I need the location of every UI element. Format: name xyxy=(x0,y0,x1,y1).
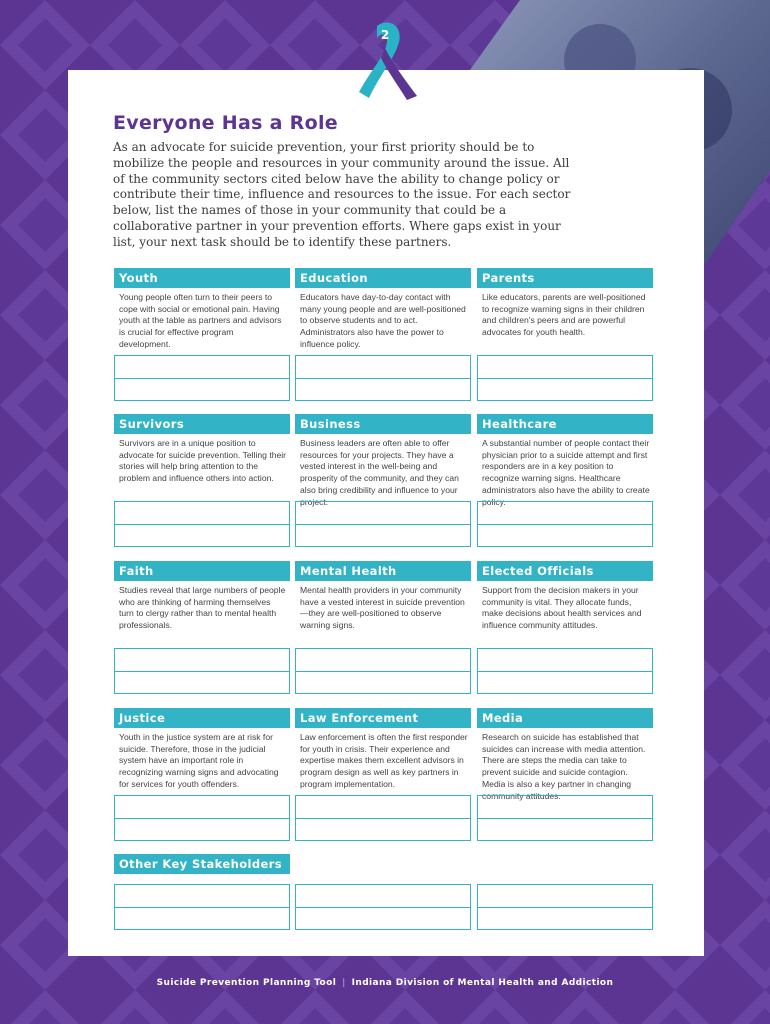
section-title: Elected Officials xyxy=(477,561,653,581)
section-title: Survivors xyxy=(114,414,290,434)
section-description: Youth in the justice system are at risk for suicide. Therefore, those in the judicial system have an important role in recognizing warning signs and advocating for services for youth offenders. xyxy=(119,732,279,789)
section-parents xyxy=(477,268,653,339)
partner-field[interactable] xyxy=(115,796,289,819)
partner-entry-fields-survivors[interactable] xyxy=(114,501,290,547)
partner-entry-fields-media[interactable] xyxy=(477,795,653,841)
partner-entry-fields-business[interactable] xyxy=(295,501,471,547)
partner-field[interactable] xyxy=(296,356,470,379)
partner-field[interactable] xyxy=(478,356,652,379)
partner-field[interactable] xyxy=(115,502,289,525)
section-description: Research on suicide has established that suicides can increase with media attention. There are steps the media can take to prevent suicide and suicide contagion. Media is also a key partner in changing community attitudes. xyxy=(482,732,646,801)
section-description: Like educators, parents are well-positioned to recognize warning signs in their children and children's peers and are powerful advocates for youth health. xyxy=(482,292,646,338)
partner-entry-fields-youth[interactable] xyxy=(114,355,290,401)
section-business xyxy=(295,414,471,508)
section-healthcare xyxy=(477,414,653,508)
section-description: Educators have day-to-day contact with many young people and are well-positioned to observe students and to act. Administrators also have the power to influence policy. xyxy=(300,292,466,349)
page-number: 2 xyxy=(380,28,390,42)
page-footer xyxy=(0,978,770,988)
section-title: Youth xyxy=(114,268,290,288)
footer-separator: | xyxy=(342,978,346,988)
section-description: Survivors are in a unique position to advocate for suicide prevention. Telling their stories will help bring attention to the problem and influence others into action. xyxy=(119,438,287,484)
section-title: Other Key Stakeholders xyxy=(114,854,290,874)
section-description: A substantial number of people contact their physician prior to a suicide attempt and first responders are in a key position to recognize warning signs. Healthcare administrators also have the ability to create policy. xyxy=(482,438,650,507)
section-description: Young people often turn to their peers to cope with social or emotional pain. Having youth at the table as partners and advisors is crucial for effective program development. xyxy=(119,292,282,349)
section-title: Business xyxy=(295,414,471,434)
partner-entry-fields-other-2[interactable] xyxy=(295,884,471,930)
partner-field[interactable] xyxy=(115,649,289,672)
partner-entry-fields-parents[interactable] xyxy=(477,355,653,401)
partner-field[interactable] xyxy=(478,649,652,672)
section-faith xyxy=(114,561,290,632)
partner-field[interactable] xyxy=(115,356,289,379)
partner-entry-fields-healthcare[interactable] xyxy=(477,501,653,547)
section-survivors xyxy=(114,414,290,485)
section-description: Studies reveal that large numbers of people who are thinking of harming themselves turn to clergy rather than to mental health professionals. xyxy=(119,585,286,631)
section-title: Media xyxy=(477,708,653,728)
partner-entry-fields-elected-officials[interactable] xyxy=(477,648,653,694)
partner-entry-fields-law-enforcement[interactable] xyxy=(295,795,471,841)
section-law-enforcement xyxy=(295,708,471,791)
section-description: Law enforcement is often the first responder for youth in crisis. Their experience and expertise makes them excellent advisors in program design as well as key partners in program implementation. xyxy=(300,732,468,789)
section-other-key-stakeholders xyxy=(114,854,290,874)
section-media xyxy=(477,708,653,802)
footer-publication: Suicide Prevention Planning Tool xyxy=(156,978,337,988)
partner-field[interactable] xyxy=(478,885,652,908)
partner-entry-fields-faith[interactable] xyxy=(114,648,290,694)
partner-field[interactable] xyxy=(296,885,470,908)
section-title: Healthcare xyxy=(477,414,653,434)
section-description: Mental health providers in your community have a vested interest in suicide prevention—they are well-positioned to observe warning signs. xyxy=(300,585,465,631)
partner-entry-fields-other-3[interactable] xyxy=(477,884,653,930)
section-elected-officials xyxy=(477,561,653,632)
partner-field[interactable] xyxy=(478,502,652,525)
section-education xyxy=(295,268,471,351)
partner-entry-fields-mental-health[interactable] xyxy=(295,648,471,694)
partner-field[interactable] xyxy=(478,796,652,819)
section-title: Justice xyxy=(114,708,290,728)
section-justice xyxy=(114,708,290,791)
partner-field[interactable] xyxy=(296,649,470,672)
partner-entry-fields-education[interactable] xyxy=(295,355,471,401)
section-youth xyxy=(114,268,290,351)
section-title: Mental Health xyxy=(295,561,471,581)
footer-organization: Indiana Division of Mental Health and Addiction xyxy=(351,978,614,988)
section-title: Faith xyxy=(114,561,290,581)
partner-entry-fields-justice[interactable] xyxy=(114,795,290,841)
partner-field[interactable] xyxy=(296,796,470,819)
intro-paragraph: As an advocate for suicide prevention, your first priority should be to mobilize the people and resources in your community around the issue. All of the community sectors cited below have the ability to change policy or contribute their time, influence and resources to the issue. For each sector below, list the names of those in your community that could be a collaborative partner in your prevention efforts. Where gaps exist in your list, your next task should be to identify these partners. xyxy=(113,140,571,249)
partner-field[interactable] xyxy=(296,502,470,525)
page-title: Everyone Has a Role xyxy=(113,112,338,134)
partner-field[interactable] xyxy=(115,885,289,908)
section-title: Parents xyxy=(477,268,653,288)
section-description: Business leaders are often able to offer resources for your projects. They have a vested interest in the well-being and prosperity of the community, and they can also bring credibility and influence to your project. xyxy=(300,438,459,507)
section-description: Support from the decision makers in your community is vital. They allocate funds, make decisions about health services and influence community attitudes. xyxy=(482,585,642,631)
section-mental-health xyxy=(295,561,471,632)
section-title: Education xyxy=(295,268,471,288)
section-title: Law Enforcement xyxy=(295,708,471,728)
partner-entry-fields-other-1[interactable] xyxy=(114,884,290,930)
